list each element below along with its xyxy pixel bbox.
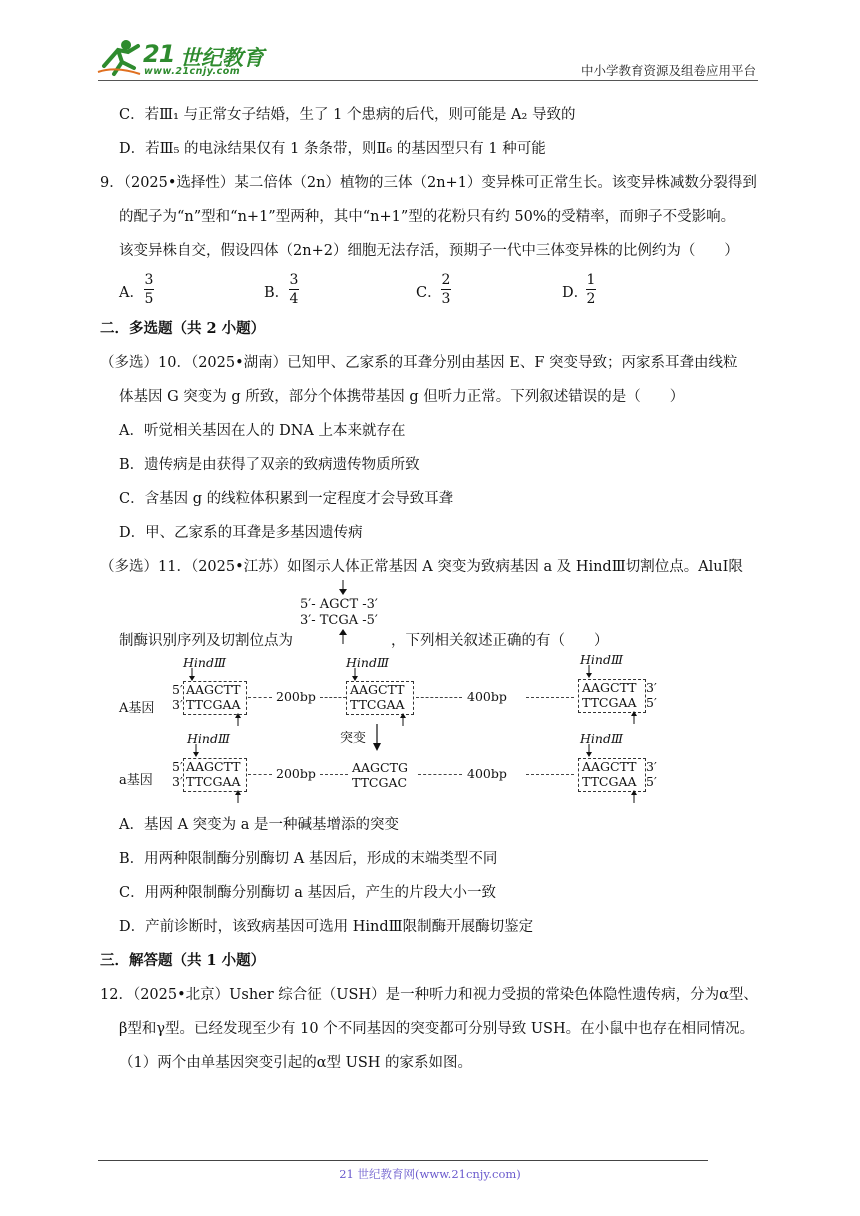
mutant-top-seq: AAGCTG (352, 760, 408, 775)
option-label: B． (264, 285, 290, 301)
footer-text: 21 世纪教育网(www.21cnjy.com) (339, 1167, 521, 1181)
dna-dash (320, 697, 346, 698)
site-top-seq: AAGCTT (350, 682, 405, 697)
cut-arrow-down-icon (584, 744, 594, 758)
hind-label: HindⅢ (183, 655, 227, 670)
cut-arrow-up-icon (233, 712, 243, 726)
site-bottom-seq: TTCGAA (582, 774, 637, 789)
dna-dash (526, 774, 574, 775)
dna-dash (418, 774, 462, 775)
hind-label: HindⅢ (580, 652, 624, 667)
cut-arrow-down-icon (350, 668, 360, 682)
site-top-seq: AAGCTT (582, 759, 637, 774)
q9-stem-line3: 该变异株自交，假设四体（2n+2）细胞无法存活，预期子一代中三体变异株的比例约为（ ） (119, 243, 739, 259)
site-bottom-seq: TTCGAA (186, 697, 241, 712)
cut-arrow-down-icon (187, 668, 197, 682)
section-heading-multi: 二．多选题（共 2 小题） (100, 320, 266, 337)
dna-dash (248, 774, 272, 775)
q8-option-d: D．若Ⅲ₅ 的电泳结果仅有 1 条条带，则Ⅱ₆ 的基因型只有 1 种可能 (119, 141, 546, 157)
q11-stem-line1: （多选）11．（2025•江苏）如图示人体正常基因 A 突变为致病基因 a 及 HindⅢ切割位点。AluⅠ限 (100, 559, 743, 575)
dna-dash (248, 697, 272, 698)
cut-arrow-up-icon (336, 628, 350, 644)
five-prime: 5′ (646, 695, 657, 710)
q11-option-c: C．用两种限制酶分别酶切 a 基因后，产生的片段大小一致 (119, 885, 496, 901)
site-bottom-seq: TTCGAA (186, 774, 241, 789)
dna-dash (320, 774, 348, 775)
denominator: 4 (289, 291, 299, 307)
three-prime: 3′ (646, 759, 657, 774)
q10-option-a: A．听觉相关基因在人的 DNA 上本来就存在 (119, 423, 406, 439)
numerator: 3 (289, 272, 299, 288)
q9-stem-line2: 的配子为“n”型和“n+1”型两种，其中“n+1”型的花粉只有约 50%的受精率，而卵子不受影响。 (119, 209, 736, 225)
section-heading-answer: 三．解答题（共 1 小题） (100, 952, 266, 969)
hind-label: HindⅢ (580, 731, 624, 746)
hind-label: HindⅢ (187, 731, 231, 746)
q11-stem-line2a: 制酶识别序列及切割位点为 (119, 633, 293, 649)
header-divider (98, 80, 758, 81)
site-top-seq: AAGCTT (186, 759, 241, 774)
q11-stem-line2b: ，下列相关叙述正确的有（ ） (391, 633, 609, 649)
denominator: 2 (586, 291, 596, 307)
three-prime: 3′ (172, 697, 183, 712)
fraction (144, 272, 154, 307)
length-400bp: 400bp (467, 766, 507, 781)
mutation-label: 突变 (340, 731, 367, 746)
logo-number: 21 (143, 40, 175, 68)
cut-arrow-up-icon (629, 710, 639, 724)
q11-option-b: B．用两种限制酶分别酶切 A 基因后，形成的末端类型不同 (119, 851, 498, 867)
denominator: 5 (144, 291, 154, 307)
five-prime: 5′ (646, 774, 657, 789)
numerator: 3 (144, 272, 154, 288)
option-label: D． (562, 285, 589, 301)
q12-stem-line3: （1）两个由单基因突变引起的α型 USH 的家系如图。 (119, 1055, 473, 1071)
mutant-bottom-seq: TTCGAC (352, 775, 408, 790)
fraction (441, 272, 451, 307)
five-prime: 5′ (172, 759, 183, 774)
three-prime: 3′ (646, 680, 657, 695)
dna-dash (526, 697, 574, 698)
runner-logo-icon (96, 36, 146, 78)
gene-a-label: A基因 (119, 701, 155, 716)
length-200bp: 200bp (276, 766, 316, 781)
q10-option-b: B．遗传病是由获得了双亲的致病遗传物质所致 (119, 457, 420, 473)
q10-option-c: C．含基因 g 的线粒体积累到一定程度才会导致耳聋 (119, 491, 454, 507)
logo-title: 世纪教育 (180, 46, 264, 70)
alu-bottom-strand: 3′- TCGA -5′ (300, 613, 378, 628)
site-bottom-seq: TTCGAA (350, 697, 405, 712)
cut-arrow-up-icon (398, 712, 408, 726)
cut-arrow-down-icon (584, 665, 594, 679)
numerator: 2 (441, 272, 451, 288)
gene-a-mutant-label: a基因 (119, 773, 153, 788)
five-prime: 5′ (172, 682, 183, 697)
fraction (289, 272, 299, 307)
q9-stem-line1: 9．（2025•选择性）某二倍体（2n）植物的三体（2n+1）变异株可正常生长。该变异株减数分裂得到 (100, 175, 757, 191)
site-top-seq: AAGCTT (186, 682, 241, 697)
option-label: A． (119, 285, 144, 301)
cut-arrow-down-icon (336, 580, 350, 596)
footer-divider (98, 1160, 708, 1161)
cut-arrow-up-icon (233, 789, 243, 803)
cut-arrow-down-icon (191, 744, 201, 758)
fraction (586, 272, 596, 307)
option-label: C． (416, 285, 442, 301)
numerator: 1 (586, 272, 596, 288)
denominator: 3 (441, 291, 451, 307)
dna-dash (416, 697, 462, 698)
alu-top-strand: 5′- AGCT -3′ (300, 597, 378, 612)
header-platform-text: 中小学教育资源及组卷应用平台 (580, 63, 756, 78)
q10-stem-line1: （多选）10．（2025•湖南）已知甲、乙家系的耳聋分别由基因 E、F 突变导致；丙家系耳聋由线粒 (100, 355, 738, 371)
q10-option-d: D．甲、乙家系的耳聋是多基因遗传病 (119, 525, 363, 541)
mutation-arrow-down-icon (371, 724, 383, 752)
q11-option-a: A．基因 A 突变为 a 是一种碱基增添的突变 (119, 817, 400, 833)
length-400bp: 400bp (467, 689, 507, 704)
three-prime: 3′ (172, 774, 183, 789)
site-bottom-seq: TTCGAA (582, 695, 637, 710)
q8-option-c: C．若Ⅲ₁ 与正常女子结婚，生了 1 个患病的后代，则可能是 A₂ 导致的 (119, 107, 576, 123)
cut-arrow-up-icon (629, 789, 639, 803)
q10-stem-line2: 体基因 G 突变为 g 所致，部分个体携带基因 g 但听力正常。下列叙述错误的是（ ） (119, 389, 685, 405)
hind-label: HindⅢ (346, 655, 390, 670)
logo-url: www.21cnjy.com (144, 66, 241, 77)
q11-option-d: D．产前诊断时，该致病基因可选用 HindⅢ限制酶开展酶切鉴定 (119, 919, 534, 935)
site-top-seq: AAGCTT (582, 680, 637, 695)
length-200bp: 200bp (276, 689, 316, 704)
q12-stem-line1: 12．（2025•北京）Usher 综合征（USH）是一种听力和视力受损的常染色体隐性遗传病，分为α型、 (100, 987, 758, 1003)
q12-stem-line2: β型和γ型。已经发现至少有 10 个不同基因的突变都可分别导致 USH。在小鼠中也存在相同情况。 (119, 1021, 755, 1037)
